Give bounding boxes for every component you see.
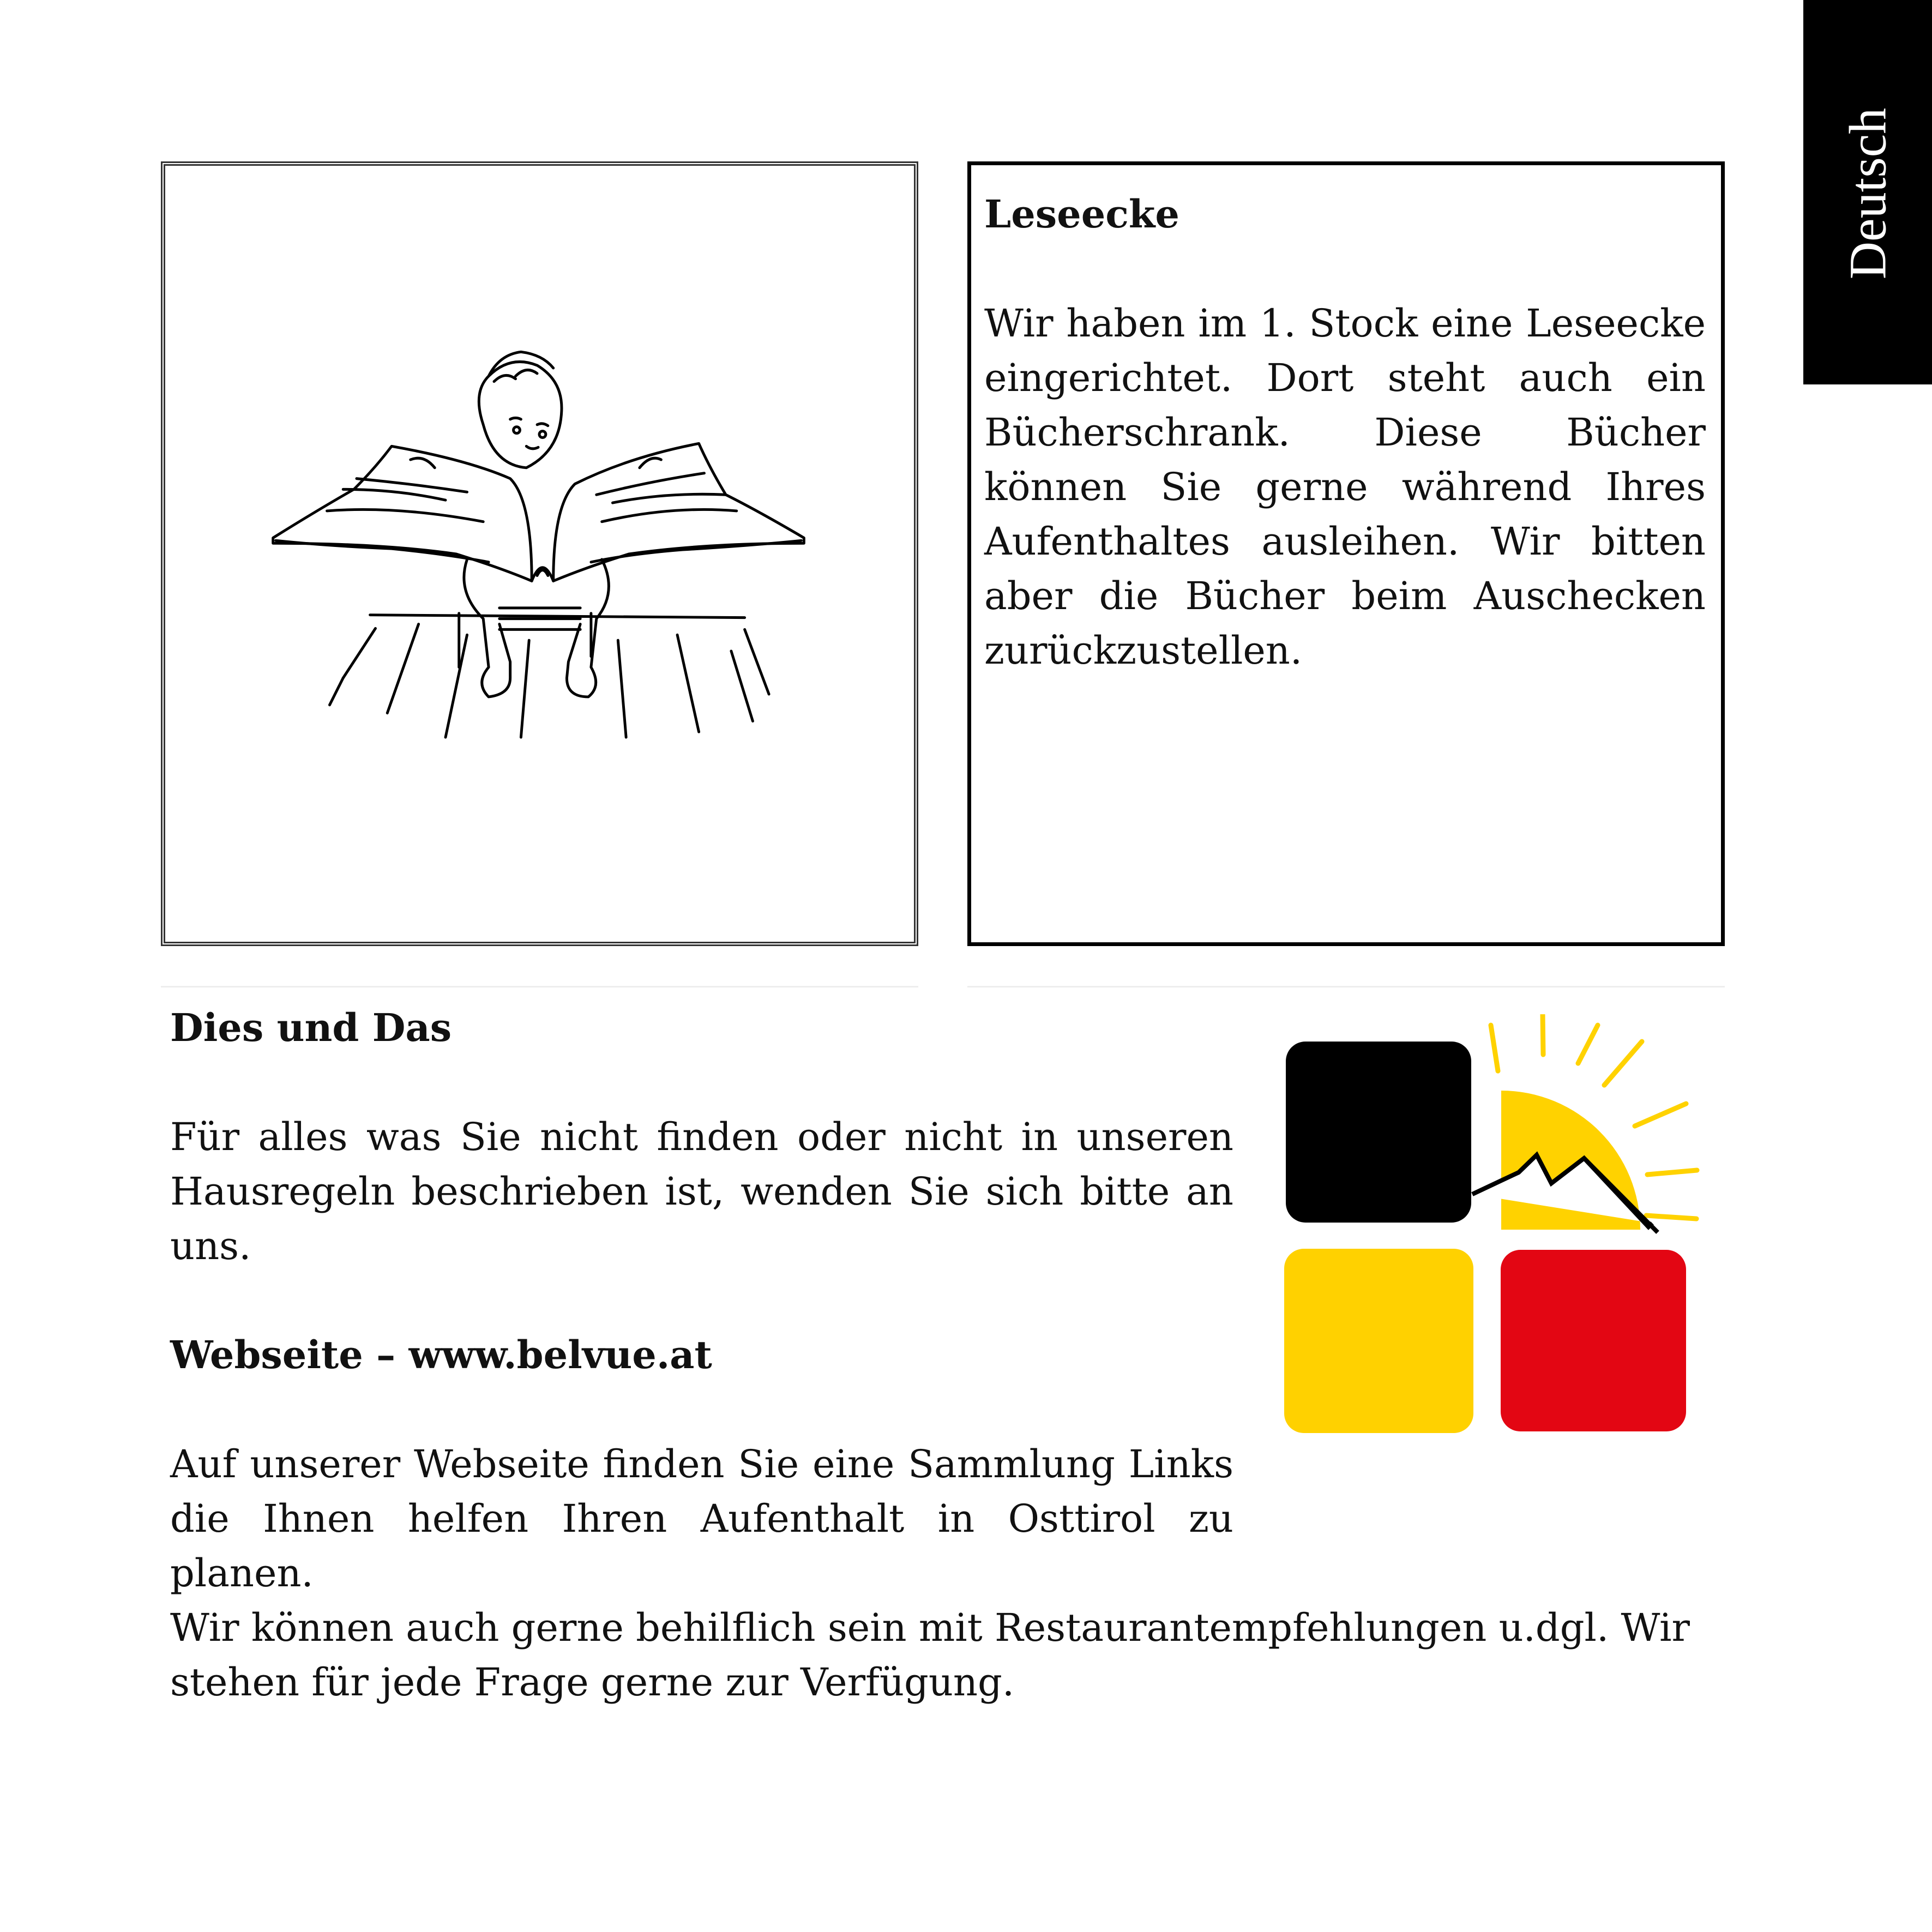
child-reading-book-illustration: [165, 166, 914, 942]
website-text: Auf unserer Webseite finden Sie eine Sammlung Links die Ihnen helfen Ihren Aufenthalt in Osttirol zu planen.: [170, 1442, 1233, 1596]
reading-corner-text: Wir haben im 1. Stock eine Leseecke eingerichtet. Dort steht auch ein Bücherschrank. Diese Bücher können Sie gerne während Ihres Aufenthaltes ausleihen. Wir bitten aber die Bücher beim Auschecken zurückzustellen.: [984, 301, 1706, 673]
belvue-logo: [1276, 1014, 1712, 1450]
misc-title: Dies und Das: [170, 1005, 452, 1050]
spacer: [984, 242, 1706, 296]
website-text-2: Wir können auch gerne behilflich sein mit Restaurantempfehlungen u.dgl. Wir stehen für jede Frage gerne zur Verfügung.: [170, 1605, 1690, 1705]
website-title: Webseite – www.belvue.at: [170, 1332, 712, 1377]
language-label: Deutsch: [1838, 107, 1897, 280]
logo-black-square: [1286, 1042, 1471, 1223]
reading-corner-title: Leseecke: [984, 191, 1179, 237]
logo-yellow-square: [1284, 1249, 1473, 1433]
divider-right: [967, 986, 1725, 988]
logo-red-square: [1501, 1250, 1686, 1431]
misc-text: Für alles was Sie nicht finden oder nicht in unseren Hausregeln beschrieben ist, wenden Sie sich bitte an uns.: [170, 1115, 1233, 1268]
illustration-frame: [161, 161, 918, 946]
language-tab[interactable]: [1803, 0, 1932, 384]
logo-graphic: [1276, 1014, 1712, 1450]
divider-left: [161, 986, 918, 988]
reading-corner-box: [967, 161, 1725, 946]
